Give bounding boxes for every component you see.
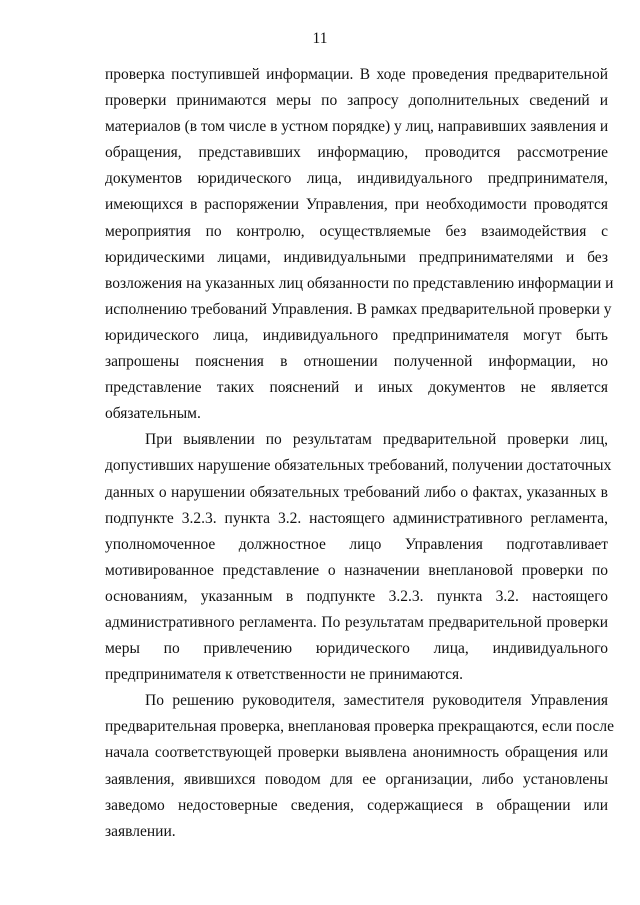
text-line: заявления, явившихся поводом для ее организации, либо установлены — [105, 770, 608, 788]
text-line: материалов (в том числе в устном порядке) у лиц, направивших заявления и — [105, 118, 609, 136]
text-line: возложения на указанных лиц обязанности по представлению информации и — [105, 274, 614, 292]
text-line: юридического лица, индивидуального предпринимателя могут быть — [105, 326, 608, 344]
page-number: 11 — [312, 30, 328, 47]
text-line: заявлении. — [105, 822, 176, 840]
text-line: обязательным. — [105, 405, 201, 423]
text-line: По решению руководителя, заместителя руководителя Управления — [145, 692, 608, 710]
paragraph-1 — [105, 62, 614, 427]
text-line: подпункте 3.2.3. пункта 3.2. настоящего административного регламента, — [105, 509, 608, 527]
text-line: юридическими лицами, индивидуальными предпринимателями и без — [105, 248, 608, 266]
text-line: административного регламента. По результатам предварительной проверки — [105, 613, 608, 631]
text-line: уполномоченное должностное лицо Управления подготавливает — [105, 535, 608, 553]
text-line: исполнению требований Управления. В рамках предварительной проверки у — [105, 300, 612, 318]
text-line: меры по привлечению юридического лица, индивидуального — [105, 640, 608, 658]
text-line: заведомо недостоверные сведения, содержащиеся в обращении или — [105, 796, 608, 814]
text-line: начала соответствующей проверки выявлена анонимность обращения или — [105, 744, 608, 762]
text-line: проверки принимаются меры по запросу дополнительных сведений и — [105, 92, 608, 110]
text-line: мероприятия по контролю, осуществляемые без взаимодействия с — [105, 222, 608, 240]
text-line: представление таких пояснений и иных документов не является — [105, 379, 608, 397]
text-line: документов юридического лица, индивидуального предпринимателя, — [105, 170, 608, 188]
text-line: имеющихся в распоряжении Управления, при необходимости проводятся — [105, 196, 608, 214]
text-line: предварительная проверка, внеплановая проверка прекращаются, если после — [105, 718, 614, 736]
text-line: мотивированное представление о назначении внеплановой проверки по — [105, 561, 608, 579]
text-line: проверка поступившей информации. В ходе проведения предварительной — [105, 66, 608, 83]
document-body — [105, 62, 614, 845]
text-line: обращения, представивших информацию, проводится рассмотрение — [105, 144, 608, 162]
paragraph-3 — [105, 688, 614, 845]
text-line: данных о нарушении обязательных требований либо о фактах, указанных в — [105, 483, 608, 501]
text-line: запрошены пояснения в отношении полученной информации, но — [105, 353, 608, 371]
text-line: предпринимателя к ответственности не принимаются. — [105, 666, 463, 684]
text-line: основаниям, указанным в подпункте 3.2.3. пункта 3.2. настоящего — [105, 587, 608, 605]
text-line: допустивших нарушение обязательных требований, получении достаточных — [105, 457, 612, 475]
paragraph-2 — [105, 427, 612, 688]
text-line: При выявлении по результатам предварительной проверки лиц, — [145, 431, 608, 449]
